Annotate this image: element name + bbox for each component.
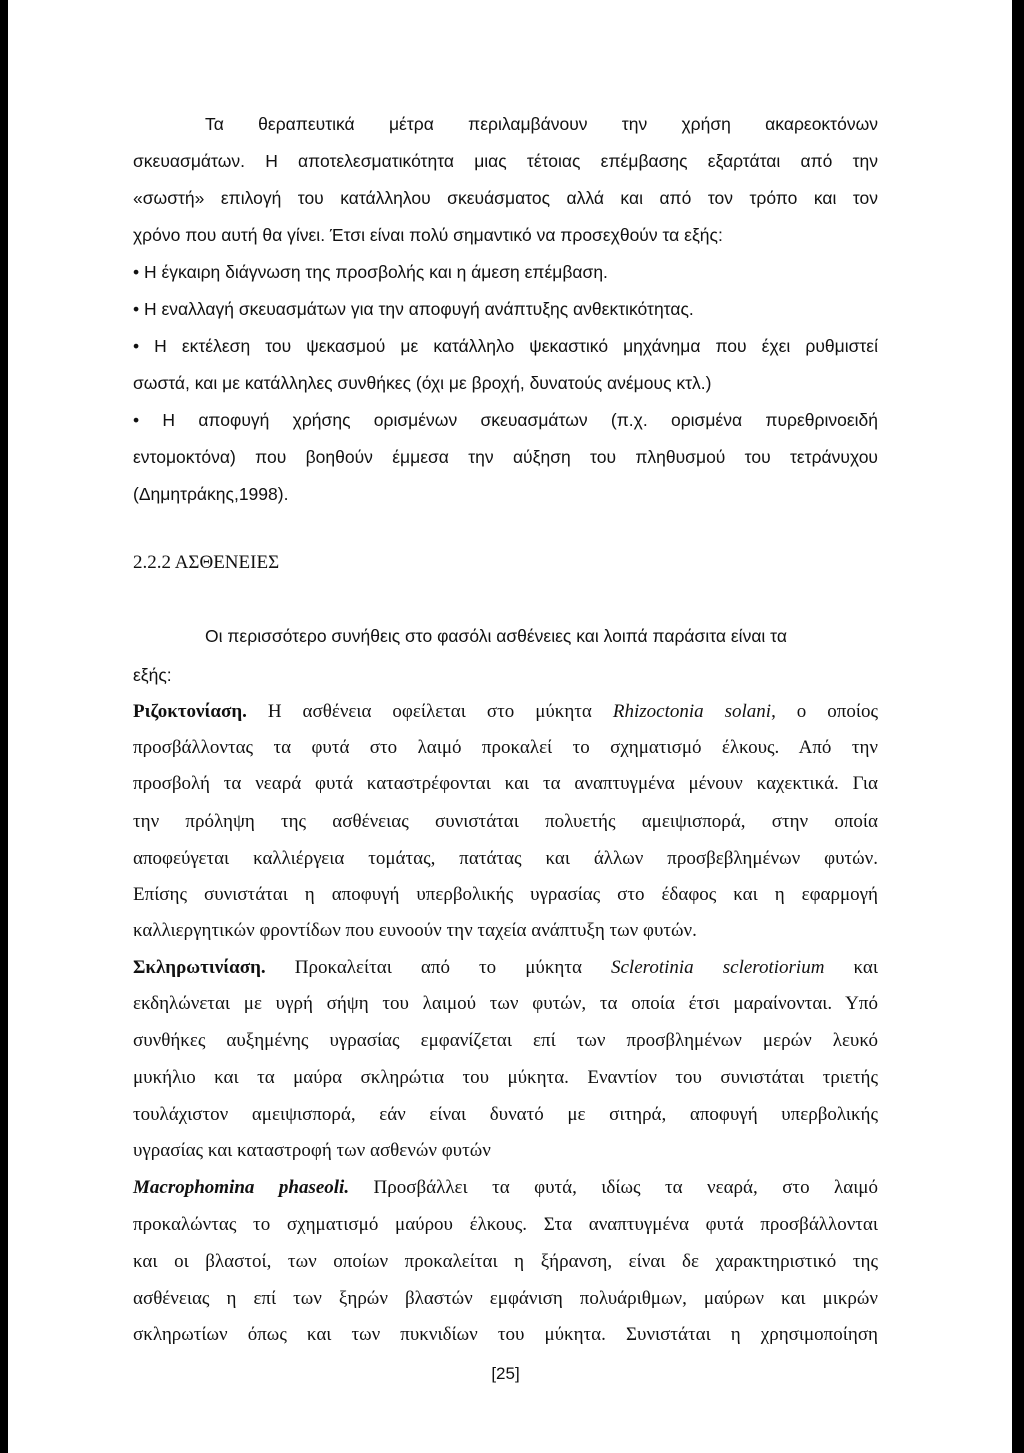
- sclerotinia-line-1: [133, 957, 878, 979]
- sclerotinia-line-4: μυκήλιο και τα μαύρα σκληρώτια του μύκητα. Εναντίον του συνιστάται τριετής: [133, 1067, 878, 1088]
- bullet-3-line-1: • Η εκτέλεση του ψεκασμού με κατάλληλο ψεκαστικό μηχάνημα που έχει ρυθμιστεί: [133, 336, 878, 356]
- sclerotinia-title: Σκληρωτινίαση.: [133, 957, 266, 978]
- section-intro-line-1: Οι περισσότερο συνήθεις στο φασόλι ασθένειες και λοιπά παράσιτα είναι τα: [205, 626, 787, 646]
- macrophomina-text: Προσβάλλει τα φυτά, ιδίως τα νεαρά, στο λαιμό: [349, 1177, 878, 1198]
- macrophomina-line-1: [133, 1177, 878, 1199]
- rhizoctonia-line-2: προσβάλλοντας τα φυτά στο λαιμό προκαλεί το σχηματισμό έλκους. Από την: [133, 737, 878, 758]
- macrophomina-line-4: ασθένειας η επί των ξηρών βλαστών εμφάνιση πολυάριθμων, μαύρων και μικρών: [133, 1288, 878, 1309]
- bullet-2: • Η εναλλαγή σκευασμάτων για την αποφυγή ανάπτυξης ανθεκτικότητας.: [133, 299, 694, 319]
- document-page: [8, 0, 1012, 1453]
- sclerotinia-text-end: και: [824, 957, 878, 978]
- rhizoctonia-text: Η ασθένεια οφείλεται στο μύκητα: [246, 701, 613, 722]
- paragraph-1-text: Τα θεραπευτικά μέτρα περιλαμβάνουν την χρήση ακαρεοκτόνων: [205, 114, 878, 134]
- macrophomina-line-5: σκληρωτίων όπως και των πυκνιδίων του μύκητα. Συνιστάται η χρησιμοποίηση: [133, 1324, 878, 1345]
- rhizoctonia-line-5: αποφεύγεται καλλιέργεια τομάτας, πατάτας και άλλων προσβεβλημένων φυτών.: [133, 848, 878, 869]
- sclerotinia-text: Προκαλείται από το μύκητα: [265, 957, 611, 978]
- macrophomina-title: Macrophomina phaseoli.: [133, 1177, 350, 1198]
- rhizoctonia-title: Ριζοκτονίαση.: [133, 701, 247, 722]
- sclerotinia-line-5: τουλάχιστον αμειψισπορά, εάν είναι δυνατό με σιτηρά, αποφυγή υπερβολικής: [133, 1104, 878, 1125]
- rhizoctonia-line-4: την πρόληψη της ασθένειας συνιστάται πολυετής αμειψισπορά, στην οποία: [133, 811, 878, 832]
- paragraph-1-line-3: «σωστή» επιλογή του κατάλληλου σκευάσματος αλλά και από τον τρόπο και τον: [133, 188, 878, 208]
- rhizoctonia-line-6: Επίσης συνιστάται η αποφυγή υπερβολικής υγρασίας στο έδαφος και η εφαρμογή: [133, 884, 878, 905]
- rhizoctonia-line-3: προσβολή τα νεαρά φυτά καταστρέφονται και τα αναπτυγμένα μένουν καχεκτικά. Για: [133, 773, 878, 794]
- section-intro-line-2: εξής:: [133, 665, 172, 685]
- paragraph-1-line-4: χρόνο που αυτή θα γίνει. Έτσι είναι πολύ σημαντικό να προσεχθούν τα εξής:: [133, 225, 723, 245]
- macrophomina-line-3: και οι βλαστοί, των οποίων προκαλείται η ξήρανση, είναι δε χαρακτηριστικό της: [133, 1251, 878, 1272]
- sclerotinia-species: Sclerotinia sclerotiorium: [611, 957, 825, 978]
- bullet-4-line-3: (Δημητράκης,1998).: [133, 484, 289, 504]
- rhizoctonia-species: Rhizoctonia solani: [612, 701, 772, 722]
- rhizoctonia-text-end: , ο οποίος: [771, 701, 879, 722]
- macrophomina-line-2: προκαλώντας το σχηματισμό μαύρου έλκους. Στα αναπτυγμένα φυτά προσβάλλονται: [133, 1214, 878, 1235]
- sclerotinia-line-6: υγρασίας και καταστροφή των ασθενών φυτών: [133, 1140, 491, 1161]
- sclerotinia-line-3: συνθήκες αυξημένης υγρασίας εμφανίζεται επί των προσβλημένων μερών λευκό: [133, 1030, 878, 1051]
- bullet-1: • Η έγκαιρη διάγνωση της προσβολής και η άμεση επέμβαση.: [133, 262, 608, 282]
- bullet-4-line-2: εντομοκτόνα) που βοηθούν έμμεσα την αύξηση του πληθυσμού του τετράνυχου: [133, 447, 878, 467]
- sclerotinia-line-2: εκδηλώνεται με υγρή σήψη του λαιμού των φυτών, τα οποία έτσι μαραίνονται. Υπό: [133, 993, 878, 1014]
- page-number: [25]: [491, 1364, 520, 1383]
- paragraph-1-line-1: [205, 113, 878, 135]
- bullet-3-line-2: σωστά, και με κατάλληλες συνθήκες (όχι με βροχή, δυνατούς ανέμους κτλ.): [133, 373, 712, 393]
- section-heading: 2.2.2 ΑΣΘΕΝΕΙΕΣ: [133, 552, 280, 573]
- bullet-4-line-1: • Η αποφυγή χρήσης ορισμένων σκευασμάτων (π.χ. ορισμένα πυρεθρινοειδή: [133, 410, 878, 430]
- rhizoctonia-line-7: καλλιεργητικών φροντίδων που ευνοούν την ταχεία ανάπτυξη των φυτών.: [133, 920, 697, 941]
- rhizoctonia-line-1: [133, 701, 878, 723]
- paragraph-1-line-2: σκευασμάτων. Η αποτελεσματικότητα μιας τέτοιας επέμβασης εξαρτάται από την: [133, 151, 878, 171]
